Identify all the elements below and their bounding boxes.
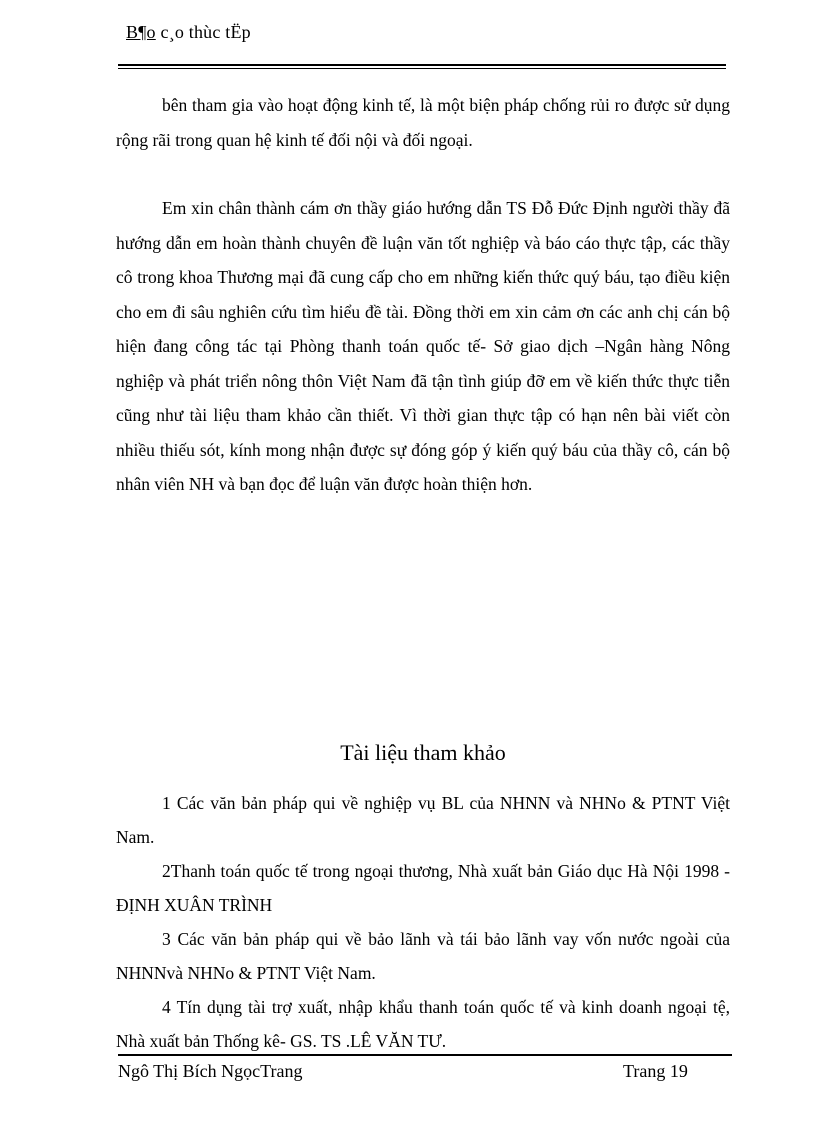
body-paragraph: Em xin chân thành cám ơn thầy giáo hướng dẫn TS Đỗ Đức Định người thầy đã hướng dẫn em hoàn thành chuyên đề luận văn tốt nghiệp và báo cáo thực tập, các thầy cô trong khoa Thương mại đã cung cấp cho em những kiến thức quý báu, tạo điều kiện cho em đi sâu nghiên cứu tìm hiểu đề tài. Đồng thời em xin cảm ơn các anh chị cán bộ hiện đang công tác tại Phòng thanh toán quốc tế- Sở giao dịch –Ngân hàng Nông nghiệp và phát triển nông thôn Việt Nam đã tận tình giúp đỡ em về kiến thức thực tiễn cũng như tài liệu tham khảo cần thiết. Vì thời gian thực tập có hạn nên bài viết còn nhiều thiếu sót, kính mong nhận được sự đóng góp ý kiến quý báu của thầy cô, cán bộ nhân viên NH và bạn đọc để luận văn được hoàn thiện hơn. [116,198,730,494]
header-rule [118,64,726,69]
body-paragraph: bên tham gia vào hoạt động kinh tế, là một biện pháp chống rủi ro được sử dụng rộng rãi trong quan hệ kinh tế đối nội và đối ngoại. [116,95,730,150]
references-title: Tài liệu tham khảo [340,740,506,765]
reference-item: 3 Các văn bản pháp qui về bảo lãnh và tái bảo lãnh vay vốn nước ngoài của NHNNvà NHNo & PTNT Việt Nam. [116,929,730,983]
footer-author: Ngô Thị Bích NgọcTrang [118,1061,303,1081]
header-title-underlined: B¶o [126,22,156,42]
body-paragraph-1-block [116,88,730,157]
header-title-rest: c¸o thùc tËp [155,22,251,42]
reference-item: 2Thanh toán quốc tế trong ngoại thương, Nhà xuất bản Giáo dục Hà Nội 1998 - ĐỊNH XUÂN TRÌNH [116,861,730,915]
reference-item: 1 Các văn bản pháp qui về nghiệp vụ BL của NHNN và NHNo & PTNT Việt Nam. [116,793,730,847]
footer-page-number: Trang 19 [623,1061,688,1081]
page-header-title [126,22,251,43]
reference-item: 4 Tín dụng tài trợ xuất, nhập khẩu thanh toán quốc tế và kinh doanh ngoại tệ, Nhà xuất bản Thống kê- GS. TS .LÊ VĂN TƯ. [116,997,730,1051]
footer-rule [118,1054,732,1056]
references-list [116,786,730,1058]
body-paragraph-2-block [116,191,730,502]
